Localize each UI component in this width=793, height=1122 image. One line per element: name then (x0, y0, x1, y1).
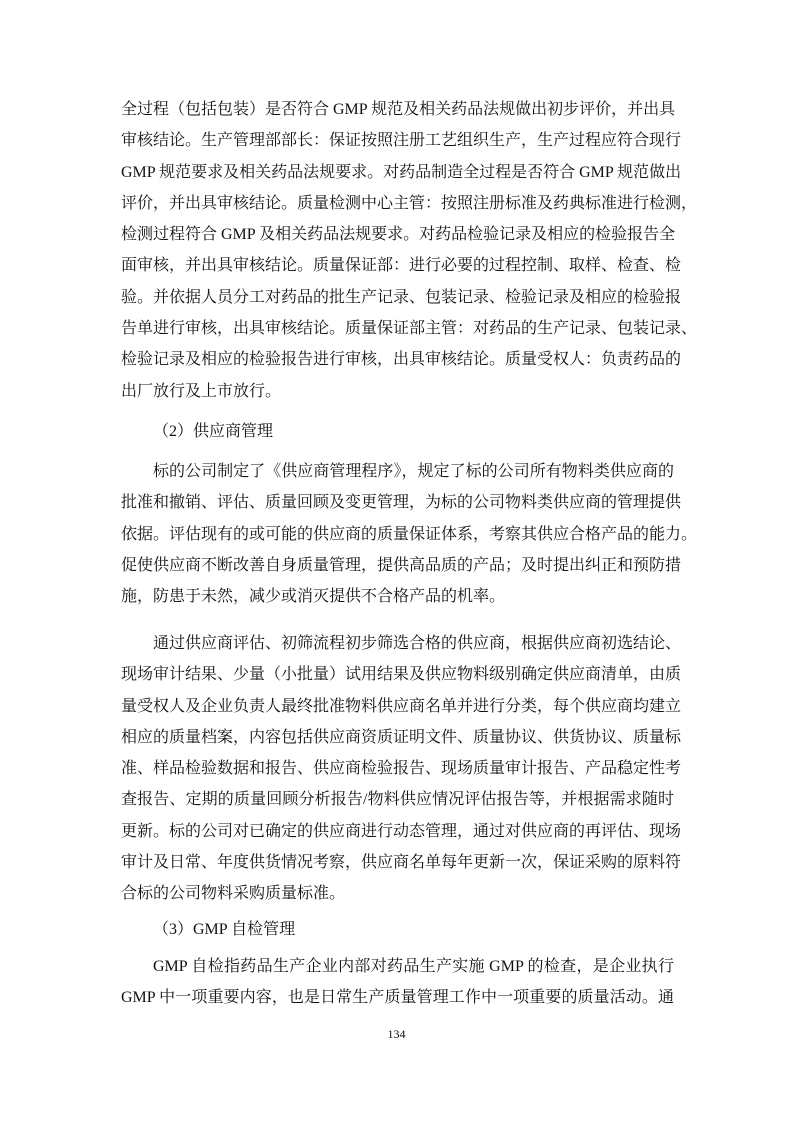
text-line: 现场审计结果、少量（小批量）试用结果及供应物料级别确定供应商清单，由质 (121, 666, 682, 684)
section-heading-supplier-management: （2）供应商管理 (153, 423, 274, 440)
text-line: 促使供应商不断改善自身质量管理，提供高品质的产品；及时提出纠正和预防措 (121, 556, 682, 574)
text-line: 更新。标的公司对已确定的供应商进行动态管理，通过对供应商的再评估、现场 (121, 822, 682, 840)
text-line: 告单进行审核，出具审核结论。质量保证部主管：对药品的生产记录、包装记录、 (121, 320, 698, 338)
text-line: 施，防患于未然，减少或消灭提供不合格产品的机率。 (121, 588, 506, 606)
text-line: 依据。评估现有的或可能的供应商的质量保证体系，考察其供应合格产品的能力。 (121, 525, 698, 543)
text-line: 标的公司制定了《供应商管理程序》，规定了标的公司所有物料类供应商的 (153, 463, 674, 480)
paragraph-supplier-procedure (121, 456, 698, 612)
paragraph-supplier-selection (121, 628, 682, 910)
text-line: 评价，并出具审核结论。质量检测中心主管：按照注册标准及药典标准进行检测， (121, 194, 698, 212)
paragraph-gmp-self-inspection (121, 951, 674, 1014)
section-heading-gmp-self-inspection: （3）GMP 自检管理 (153, 921, 296, 938)
text-line: 检验记录及相应的检验报告进行审核，出具审核结论。质量受权人：负责药品的 (121, 351, 682, 369)
text-line: GMP 中一项重要内容，也是日常生产质量管理工作中一项重要的质量活动。通 (121, 989, 674, 1007)
text-line: 审计及日常、年度供货情况考察，供应商名单每年更新一次，保证采购的原料符 (121, 854, 682, 872)
text-line: 准、样品检验数据和报告、供应商检验报告、现场质量审计报告、产品稳定性考 (121, 760, 682, 778)
text-line: 出厂放行及上市放行。 (121, 382, 282, 400)
text-line: 检测过程符合 GMP 及相关药品法规要求。对药品检验记录及相应的检验报告全 (121, 226, 676, 244)
text-line: 合标的公司物料采购质量标准。 (121, 885, 346, 903)
text-line: GMP 规范要求及相关药品法规要求。对药品制造全过程是否符合 GMP 规范做出 (121, 163, 682, 181)
text-line: 量受权人及企业负责人最终批准物料供应商名单并进行分类，每个供应商均建立 (121, 697, 682, 715)
text-line: 相应的质量档案，内容包括供应商资质证明文件、质量协议、供货协议、质量标 (121, 728, 682, 746)
text-line: 面审核，并出具审核结论。质量保证部：进行必要的过程控制、取样、检查、检 (121, 257, 682, 275)
text-line: 审核结论。生产管理部部长：保证按照注册工艺组织生产，生产过程应符合现行 (121, 132, 682, 150)
text-line: 查报告、定期的质量回顾分析报告/物料供应情况评估报告等，并根据需求随时 (121, 791, 674, 809)
text-line: 批准和撤销、评估、质量回顾及变更管理，为标的公司物料类供应商的管理提供 (121, 494, 682, 512)
paragraph-gmp-roles (121, 94, 698, 407)
text-line: GMP 自检指药品生产企业内部对药品生产实施 GMP 的检查，是企业执行 (153, 958, 674, 975)
text-line: 验。并依据人员分工对药品的批生产记录、包装记录、检验记录及相应的检验报 (121, 288, 682, 306)
page-number: 134 (387, 1027, 406, 1041)
text-line: 通过供应商评估、初筛流程初步筛选合格的供应商，根据供应商初选结论、 (153, 635, 682, 652)
text-line: 全过程（包括包装）是否符合 GMP 规范及相关药品法规做出初步评价，并出具 (121, 101, 676, 118)
